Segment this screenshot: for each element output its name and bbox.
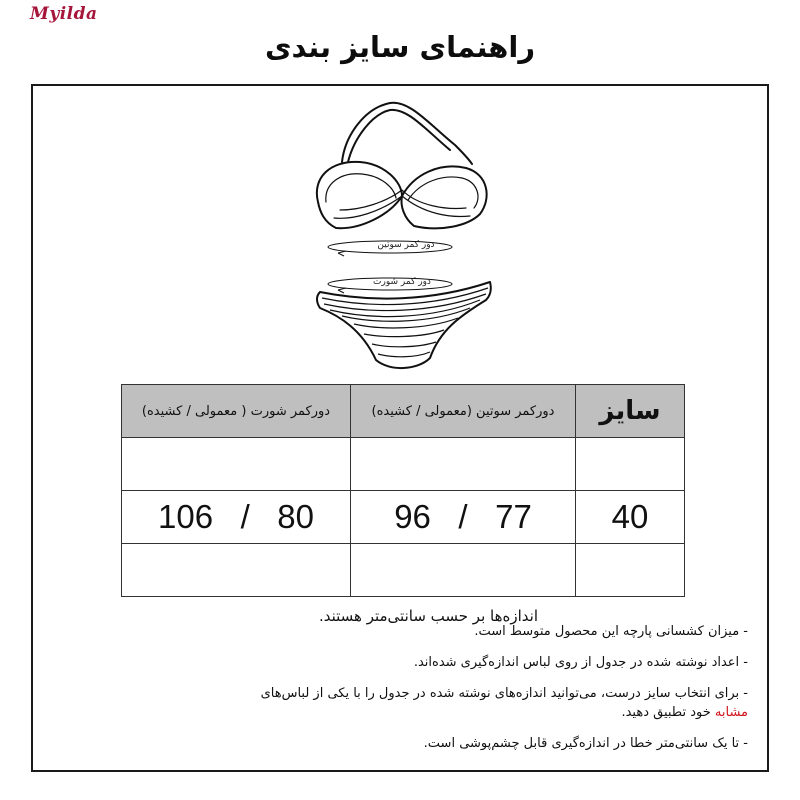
cell-bra xyxy=(351,491,576,544)
bikini-illustration xyxy=(290,90,510,380)
note-tail: خود تطبیق دهید. xyxy=(621,705,715,720)
table-header-row xyxy=(122,385,685,438)
cell-bra xyxy=(351,544,576,597)
header-bra-waist: دورکمر سوتین (معمولی / کشیده) xyxy=(351,385,576,438)
note-item: - میزان کشسانی پارچه این محصول متوسط است. xyxy=(474,624,748,639)
table-row xyxy=(122,544,685,597)
note-item: - تا یک سانتی‌متر خطا در اندازه‌گیری قابل چشم‌پوشی است. xyxy=(423,736,748,751)
header-size: سایز xyxy=(576,385,685,438)
notes-list xyxy=(108,622,748,765)
cell-value: 106 / 80 xyxy=(158,498,314,535)
brand-logo: Myilda xyxy=(30,4,98,24)
note-item: - اعداد نوشته شده در جدول از روی لباس اندازه‌گیری شده‌اند. xyxy=(413,655,748,670)
bra-waist-label: دور کمر سوتین xyxy=(377,240,435,250)
cell-value: 40 xyxy=(611,498,649,535)
page-title: راهنمای سایز بندی xyxy=(264,30,536,64)
note-highlight: مشابه xyxy=(714,705,748,720)
table-row xyxy=(122,438,685,491)
cell-brief xyxy=(122,544,351,597)
brief-waist-label: دور کمر شورت xyxy=(373,277,431,287)
note-item xyxy=(108,684,748,722)
cell-size xyxy=(576,438,685,491)
size-table xyxy=(121,384,685,597)
cell-brief xyxy=(122,438,351,491)
cell-brief xyxy=(122,491,351,544)
cell-bra xyxy=(351,438,576,491)
unit-note: اندازه‌ها بر حسب سانتی‌متر هستند. xyxy=(318,607,538,625)
cell-value: 96 / 77 xyxy=(394,498,532,535)
table-row xyxy=(122,491,685,544)
note-text: - برای انتخاب سایز درست، می‌توانید اندازه‌های نوشته شده در جدول را با یکی از لباس‌های xyxy=(260,686,748,701)
cell-size xyxy=(576,491,685,544)
cell-size xyxy=(576,544,685,597)
header-brief-waist: دورکمر شورت ( معمولی / کشیده) xyxy=(122,385,351,438)
